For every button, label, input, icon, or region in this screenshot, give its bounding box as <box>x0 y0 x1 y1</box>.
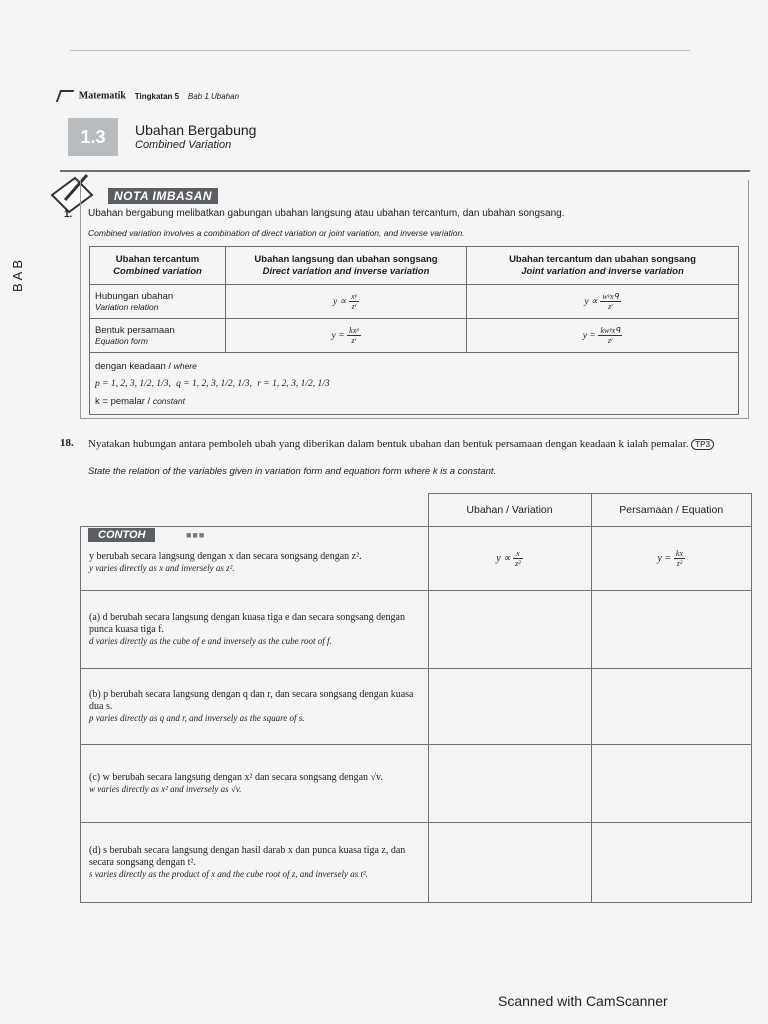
direct-relation-formula: y ∝ $\frac{\text{xᵖ}}{\text{zʳ}}$ <box>226 285 467 319</box>
variation-answer-cell[interactable] <box>428 669 591 745</box>
question-table <box>80 493 752 903</box>
chapter-label: Bab 1 Ubahan <box>187 91 240 101</box>
question-number: 18. <box>60 437 74 449</box>
joint-equation-formula: y = $\frac{\text{kwᵖxᑫ}}{\text{zʳ}}$ <box>467 319 739 353</box>
variation-answer-cell[interactable] <box>428 823 591 903</box>
header-direct-inverse: Ubahan langsung dan ubahan songsang Direct variation and inverse variation <box>226 247 467 285</box>
equation-answer-cell[interactable] <box>591 745 752 823</box>
where-conditions: dengan keadaan / where p = 1, 2, 3, 1/2, 1/3, q = 1, 2, 3, 1/2, 1/3, r = 1, 2, 3, 1/2, 1/3 k = pemalar / constant <box>90 353 739 415</box>
running-header <box>58 90 239 102</box>
question-statement: (b) p berubah secara langsung dengan q dan r, dan secara songsang dengan kuasa dua s. p varies directly as q and r, and inversely as the square of s. <box>81 669 429 745</box>
question-row-b <box>81 669 752 745</box>
row-label: Hubungan ubahan Variation relation <box>90 285 226 319</box>
example-variation-answer: y ∝ $\frac{x}{\text{z²}}$ <box>428 527 591 591</box>
question-row-c <box>81 745 752 823</box>
contoh-dots-icon: ■■■ <box>186 530 206 540</box>
question-row-d <box>81 823 752 903</box>
book-icon <box>56 90 74 102</box>
question-statement: (d) s berubah secara langsung dengan hasil darab x dan punca kuasa tiga z, dan secara songsang dengan t². s varies directly as the product of x and the cube root of z, and inversely as t². <box>81 823 429 903</box>
section-number: 1.3 <box>68 118 118 156</box>
header-variation: Ubahan / Variation <box>428 494 591 527</box>
equation-answer-cell[interactable] <box>591 823 752 903</box>
scanner-watermark: Scanned with CamScanner <box>498 993 668 1009</box>
side-tab: BAB <box>10 256 25 292</box>
nota-text-ms: Ubahan bergabung melibatkan gabungan ubahan langsung atau ubahan tercantum, dan ubahan songsang. <box>88 208 565 219</box>
equation-answer-cell[interactable] <box>591 669 752 745</box>
table-row <box>90 285 739 319</box>
section-subtitle: Combined Variation <box>135 139 232 151</box>
question-statement: (c) w berubah secara langsung dengan x² dan secara songsang dengan √v. w varies directly as x² and inversely as √v. <box>81 745 429 823</box>
nota-label: NOTA IMBASAN <box>108 188 218 204</box>
nota-divider <box>60 170 750 172</box>
nota-item-number: 1. <box>64 209 73 220</box>
question-text-en: State the relation of the variables given in variation form and equation form where k is a constant. <box>88 466 497 477</box>
example-statement: y berubah secara langsung dengan x dan secara songsang dengan z². y varies directly as x and inversely as z². <box>81 527 429 591</box>
section-title: Ubahan Bergabung <box>135 122 257 138</box>
variation-table <box>89 246 739 415</box>
level-label: Tingkatan 5 <box>134 91 180 101</box>
nota-text-en: Combined variation involves a combination of direct variation or joint variation, and inverse variation. <box>88 228 465 238</box>
header-equation: Persamaan / Equation <box>591 494 752 527</box>
question-statement: (a) d berubah secara langsung dengan kuasa tiga e dan secara songsang dengan punca kuasa tiga f. d varies directly as the cube of e and inversely as the cube root of f. <box>81 591 429 669</box>
header-combined: Ubahan tercantum Combined variation <box>90 247 226 285</box>
header-joint-inverse: Ubahan tercantum dan ubahan songsang Joint variation and inverse variation <box>467 247 739 285</box>
subject-label: Matematik <box>78 90 126 102</box>
example-equation-answer: y = $\frac{kx}{\text{z²}}$ <box>591 527 752 591</box>
contoh-label: CONTOH <box>88 528 155 542</box>
variation-answer-cell[interactable] <box>428 745 591 823</box>
example-row <box>81 527 752 591</box>
table-row <box>90 319 739 353</box>
row-label: Bentuk persamaan Equation form <box>90 319 226 353</box>
joint-relation-formula: y ∝ $\frac{\text{wᵖxᑫ}}{\text{zʳ}}$ <box>467 285 739 319</box>
direct-equation-formula: y = $\frac{\text{kxᵖ}}{\text{zʳ}}$ <box>226 319 467 353</box>
table-row <box>90 353 739 415</box>
equation-answer-cell[interactable] <box>591 591 752 669</box>
question-text-ms: Nyatakan hubungan antara pemboleh ubah yang diberikan dalam bentuk ubahan dan bentuk persamaan dengan keadaan k ialah pemalar. TP3 <box>88 437 753 452</box>
top-rule <box>70 50 690 51</box>
question-row-a <box>81 591 752 669</box>
variation-answer-cell[interactable] <box>428 591 591 669</box>
tp-badge: TP3 <box>691 439 714 450</box>
